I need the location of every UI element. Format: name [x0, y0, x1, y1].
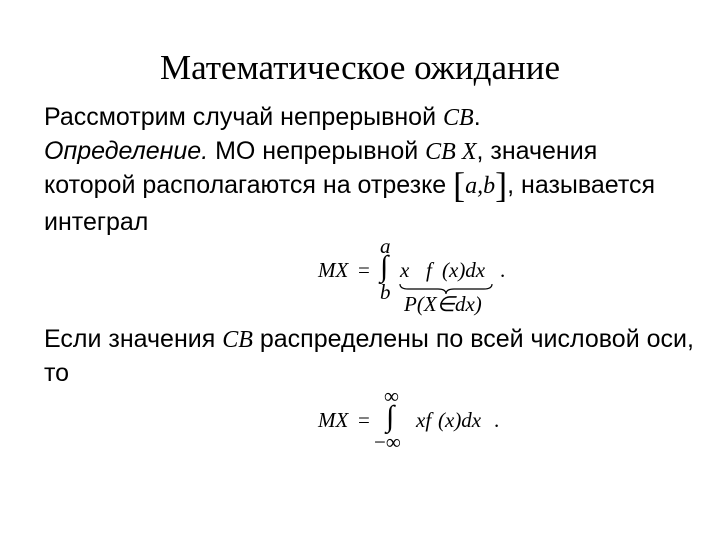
formula1-lower-limit: b — [380, 280, 391, 304]
line5-symbol: CB — [222, 327, 253, 353]
formula2-argument: (x)dx — [438, 408, 482, 432]
formula1-density: f — [426, 258, 432, 282]
formula2-integrand: xf — [416, 408, 432, 432]
text-line-2 — [44, 134, 597, 169]
right-bracket: ] — [495, 165, 508, 205]
formula1-integrand: x — [400, 258, 410, 282]
formula2-end: . — [494, 408, 500, 432]
interval: a,b — [465, 173, 496, 199]
formula2-lower-limit: −∞ — [374, 430, 401, 454]
line3-text: которой располагаются на отрезке — [44, 171, 447, 199]
line2-text: МО непрерывной — [215, 137, 419, 165]
slide-title: Математическое ожидание — [159, 48, 560, 87]
line3-end: , называется — [507, 171, 656, 199]
formula2-lhs: MX — [318, 408, 349, 432]
formula-2 — [318, 384, 518, 458]
formula2-upper-limit: ∞ — [384, 384, 399, 408]
definition-label: Определение. — [44, 137, 209, 165]
text-line-5 — [44, 322, 694, 357]
line6-text: то — [44, 359, 70, 387]
line2-symbol: CB X — [425, 139, 477, 165]
line1-text: Рассмотрим случай непрерывной — [44, 103, 437, 131]
formula1-equals: = — [358, 258, 370, 282]
formula1-underbrace-label: P(X∈dx) — [404, 292, 482, 316]
left-bracket: [ — [453, 165, 466, 205]
line1-symbol: CB — [443, 105, 474, 131]
formula-1 — [318, 234, 538, 318]
text-line-3 — [44, 165, 656, 205]
formula2-equals: = — [358, 408, 370, 432]
formula1-integral-sign: ∫ — [380, 250, 389, 283]
formula1-upper-limit: a — [380, 234, 391, 258]
text-line-6 — [44, 356, 69, 390]
line4-text: интеграл — [44, 208, 149, 236]
line5-text: Если значения — [44, 325, 216, 353]
text-line-4 — [44, 205, 148, 239]
line2-end: , значения — [476, 137, 598, 165]
formula2-integral-sign: ∫ — [386, 400, 395, 433]
formula1-end: . — [500, 258, 506, 282]
line1-end: . — [473, 103, 481, 131]
formula1-argument: (x)dx — [442, 258, 486, 282]
text-line-1 — [44, 100, 481, 135]
line5-end: распределены по всей числовой оси, — [259, 325, 694, 353]
formula1-lhs: MX — [318, 258, 349, 282]
